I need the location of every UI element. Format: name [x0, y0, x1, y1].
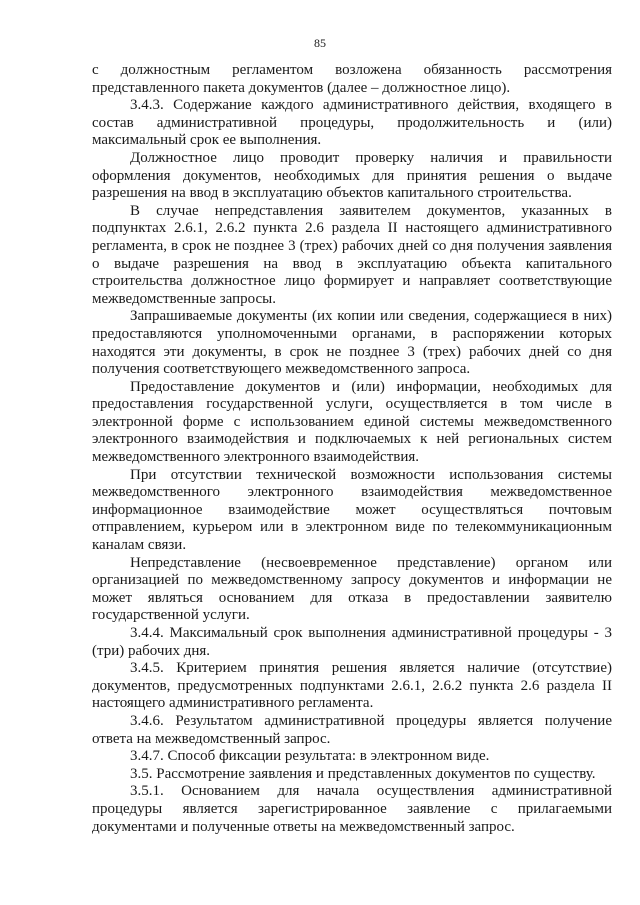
paragraph-3-5: 3.5. Рассмотрение заявления и представленных документов по существу.: [130, 765, 596, 782]
paragraph-3-4-3: 3.4.3. Содержание каждого административного действия, входящего в состав административной процедуры, продолжительность и (или) максимальный срок ее выполнения.: [92, 97, 612, 149]
paragraph-continuation: с должностным регламентом возложена обязанность рассмотрения представленного пакета документов (далее – должностное лицо).: [92, 62, 612, 96]
paragraph-no-technical-possibility: При отсутствии технической возможности использования системы межведомственного электронного взаимодействия межведомственное информационное взаимодействие может осуществляться почтовым отправлением, курьером или в электронном виде по телекоммуникационным каналам связи.: [92, 466, 612, 554]
document-body: [92, 62, 612, 836]
paragraph-late-submission: Непредставление (несвоевременное представление) органом или организацией по межведомственному запросу документов и информации не может являться основанием для отказа в предоставлении заявителю государственной услуги.: [92, 554, 612, 624]
paragraph-3-4-7: 3.4.7. Способ фиксации результата: в электронном виде.: [130, 748, 490, 765]
paragraph-3-4-5: 3.4.5. Критерием принятия решения является наличие (отсутствие) документов, предусмотренных подпунктами 2.6.1, 2.6.2 пункта 2.6 раздела II настоящего административного регламента.: [92, 660, 612, 712]
paragraph-official-check: Должностное лицо проводит проверку наличия и правильности оформления документов, необходимых для принятия решения о выдаче разрешения на ввод в эксплуатацию объектов капитального строительства.: [92, 149, 612, 202]
page-number: 85: [314, 36, 326, 50]
paragraph-3-4-4: 3.4.4. Максимальный срок выполнения административной процедуры - 3 (три) рабочих дня.: [92, 625, 612, 659]
paragraph-electronic-provision: Предоставление документов и (или) информации, необходимых для предоставления государственной услуги, осуществляется в том числе в электронной форме с использованием единой системы межведомственного электронного взаимодействия и подключаемых к ней региональных систем межведомственного электронного взаимодействия.: [92, 378, 612, 466]
paragraph-3-5-1: 3.5.1. Основанием для начала осуществления административной процедуры является зарегистрированное заявление с прилагаемыми документами и полученные ответы на межведомственный запрос.: [92, 783, 612, 835]
paragraph-3-4-6: 3.4.6. Результатом административной процедуры является получение ответа на межведомственный запрос.: [92, 712, 612, 747]
paragraph-nonsubmission: В случае непредставления заявителем документов, указанных в подпунктах 2.6.1, 2.6.2 пункта 2.6 раздела II настоящего административного регламента, в срок не позднее 3 (трех) рабочих дней со дня получения заявления о выдаче разрешения на ввод в эксплуатацию объекта капитального строительства должностное лицо формирует и направляет соответствующие межведомственные запросы.: [92, 202, 612, 307]
paragraph-requested-documents: Запрашиваемые документы (их копии или сведения, содержащиеся в них) предоставляются уполномоченными органами, в распоряжении которых находятся эти документы, в срок не позднее 3 (трех) рабочих дней со дня получения соответствующего межведомственного запроса.: [92, 308, 612, 378]
